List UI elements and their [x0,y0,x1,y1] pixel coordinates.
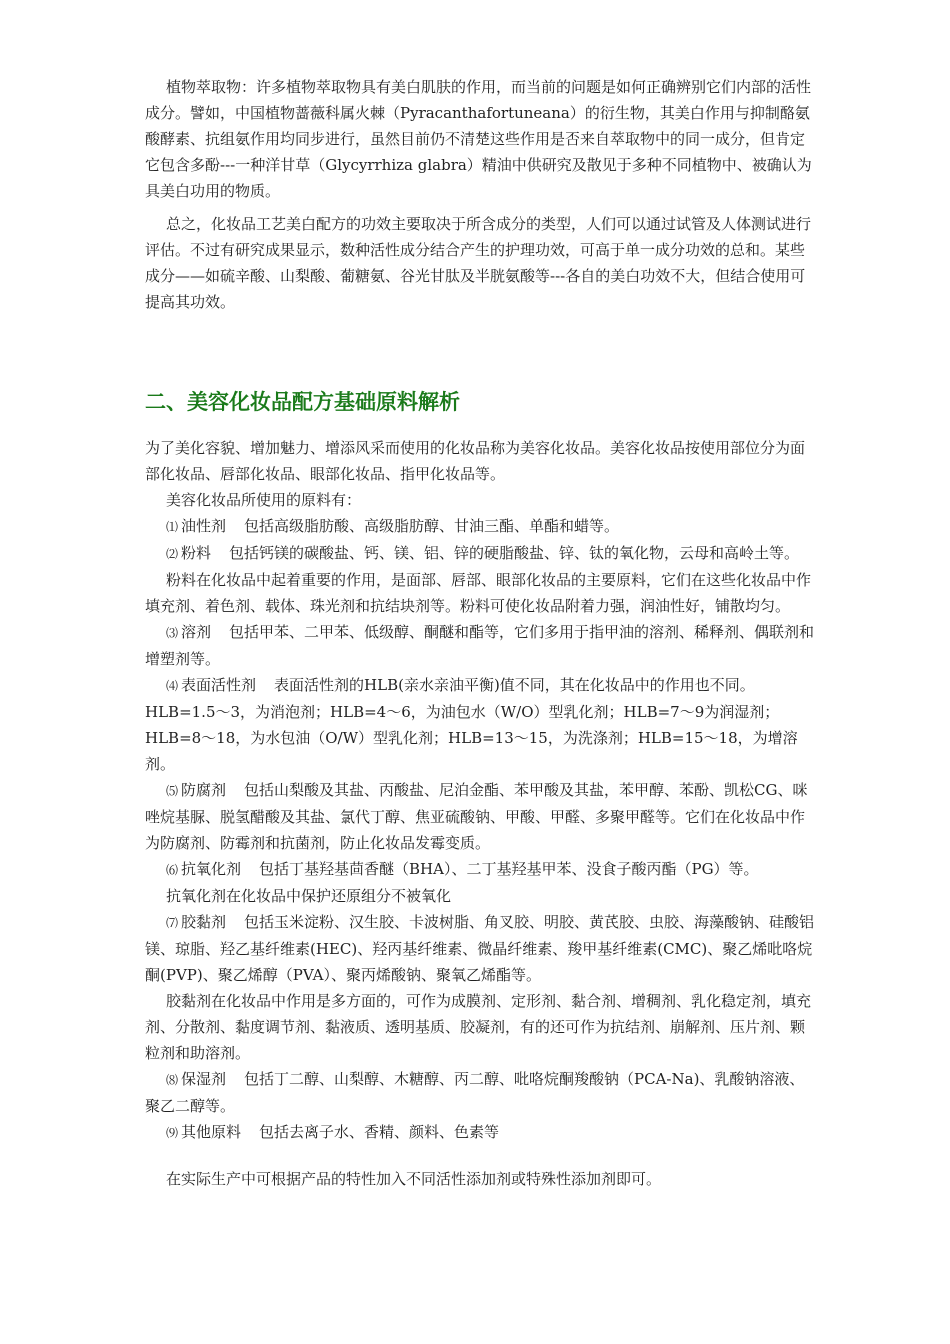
section-lead-paragraph: 为了美化容貌、增加魅力、增添风采而使用的化妆品称为美容化妆品。美容化妆品按使用部位分为面部化妆品、唇部化妆品、眼部化妆品、指甲化妆品等。 [145,439,806,483]
materials-intro: 美容化妆品所使用的原料有： [166,491,362,509]
material-item-adhesive: ⑺ 胶黏剂 包括玉米淀粉、汉生胶、卡波树脂、角叉胶、明胶、黄芪胶、虫胶、海藻酸钠、硅酸铝镁、琼脂、羟乙基纤维素(HEC)、羟丙基纤维素、微晶纤维素、羧甲基纤维素(CMC)、聚乙烯吡咯烷酮(PVP)、聚乙烯醇（PVA）、聚丙烯酸钠、聚氧乙烯酯等。 [145,913,815,984]
closing-paragraph: 在实际生产中可根据产品的特性加入不同活性添加剂或特殊性添加剂即可。 [166,1170,662,1188]
material-item-other: ⑼ 其他原料 包括去离子水、香精、颜料、色素等 [166,1123,500,1141]
section-heading: 二、美容化妆品配方基础原料解析 [145,390,460,414]
adhesive-note: 胶黏剂在化妆品中作用是多方面的，可作为成膜剂、定形剂、黏合剂、增稠剂、乳化稳定剂，填充剂、分散剂、黏度调节剂、黏液质、透明基质、胶凝剂，有的还可作为抗结剂、崩解剂、压片剂、颗粒剂和助溶剂。 [145,992,812,1062]
powder-note: 粉料在化妆品中起着重要的作用，是面部、唇部、眼部化妆品的主要原料，它们在这些化妆品中作填充剂、着色剂、载体、珠光剂和抗结块剂等。粉料可使化妆品附着力强，润油性好，铺散均匀。 [145,571,812,615]
antioxidant-note: 抗氧化剂在化妆品中保护还原组分不被氧化 [166,887,452,905]
intro-paragraph-1: 植物萃取物：许多植物萃取物具有美白肌肤的作用，而当前的问题是如何正确辨别它们内部的活性成分。譬如，中国植物蔷薇科属火棘（Pyracanthafortuneana）的衍生物，其美白作用与抑制酪氨酸酵素、抗组氨作用均同步进行，虽然目前仍不清楚这些作用是否来自萃取物中的同一成分，但肯定它包含多酚---一种洋甘草（Glycyrrhiza glabra）精油中供研究及散见于多种不同植物中、被确认为具美白功用的物质。 [145,78,812,200]
material-item-oil: ⑴ 油性剂 包括高级脂肪酸、高级脂肪醇、甘油三酯、单酯和蜡等。 [166,517,620,535]
material-item-humectant: ⑻ 保湿剂 包括丁二醇、山梨醇、木糖醇、丙二醇、吡咯烷酮羧酸钠（PCA-Na)、乳酸钠溶液、聚乙二醇等。 [145,1070,805,1115]
material-item-powder: ⑵ 粉料 包括钙镁的碳酸盐、钙、镁、铝、锌的硬脂酸盐、锌、钛的氧化物，云母和高岭土等。 [166,544,800,562]
document-page [145,74,815,1192]
intro-paragraph-2: 总之，化妆品工艺美白配方的功效主要取决于所含成分的类型，人们可以通过试管及人体测试进行评估。不过有研究成果显示，数种活性成分结合产生的护理功效，可高于单一成分功效的总和。某些成分——如硫辛酸、山梨酸、葡糖氨、谷光甘肽及半胱氨酸等---各自的美白功效不大，但结合使用可提高其功效。 [145,215,812,311]
material-item-solvent: ⑶ 溶剂 包括甲苯、二甲苯、低级醇、酮醚和酯等，它们多用于指甲油的溶剂、稀释剂、偶联剂和增塑剂等。 [145,623,815,668]
material-item-preservative: ⑸ 防腐剂 包括山梨酸及其盐、丙酸盐、尼泊金酯、苯甲酸及其盐，苯甲醇、苯酚、凯松CG、咪唑烷基脲、脱氢醋酸及其盐、氯代丁醇、焦亚硫酸钠、甲酸、甲醛、多聚甲醛等。它们在化妆品中作为防腐剂、防霉剂和抗菌剂，防止化妆品发霉变质。 [145,781,808,852]
material-item-antioxidant: ⑹ 抗氧化剂 包括丁基羟基茴香醚（BHA）、二丁基羟基甲苯、没食子酸丙酯（PG）等。 [166,860,759,878]
material-item-surfactant: ⑷ 表面活性剂 表面活性剂的HLB(亲水亲油平衡)值不同，其在化妆品中的作用也不同。HLB=1.5～3，为消泡剂；HLB=4～6，为油包水（W/O）型乳化剂；HLB=7～9为润湿剂；HLB=8～18，为水包油（O/W）型乳化剂；HLB=13～15，为洗涤剂；HLB=15～18，为增溶剂。 [145,676,798,773]
